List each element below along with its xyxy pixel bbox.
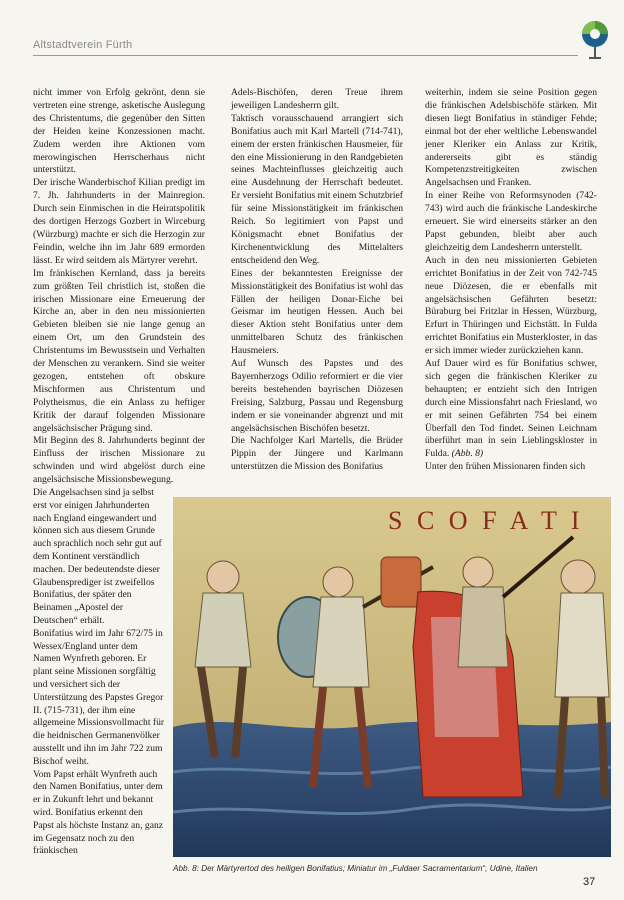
paragraph-text: Auf Dauer wird es für Bonifatius schwer, sich gegen die fränkischen Kleriker zu behaupten; er entzieht sich den Intrigen durch eine Missionsfahrt nach Friesland, wo er mit seinen Gefährten 754 bei einem Überfall den Tod findet. Seinen Leichnam überführt man in sein Lieblingskloster in Fulda. (425, 358, 597, 460)
text-column-1 (33, 87, 205, 487)
text-column-3 (425, 87, 597, 474)
page-header (0, 0, 624, 56)
paragraph: Taktisch vorausschauend arrangiert sich Bonifatius auch mit Karl Martell (714-741), einem der ersten fränkischen Hausmeier, für den eine Missionierung in den Randgebieten seines Machteinflusses gleichzeitig auch eine Ausdehnung der Herrschaft bedeutet. Er versieht Bonifatius mit einem Schutzbrief für seine Missionstätigkeit im fränkischen Reich. So legitimiert von Papst und Königsmacht ebnet Bonifatius der Kirchenentwicklung des Mittelalters entscheidend den Weg. (231, 112, 403, 266)
figure-reference: (Abb. 8) (451, 448, 484, 460)
text-column-2 (231, 87, 403, 474)
paragraph: Bonifatius wird im Jahr 672/75 in Wessex/England unter dem Namen Wynfreth geboren. Er plant seine Missionen sorgfältig und versichert sich der Unterstützung des Papstes Gregor II. (715-731), der ihm eine allgemeine Missionsvollmacht für die heidnischen Germanenvölker ausstellt und ihn im Jahr 722 zum Bischof weiht. (33, 627, 165, 767)
paragraph: nicht immer von Erfolg gekrönt, denn sie vertreten eine strenge, asketische Auslegung des Christentums, die gegenüber den Sitten der Heiden keine Konzessionen macht. Zudem werden ihre Aktionen vom merowingischen Herrscherhaus nicht unterstützt. (33, 87, 205, 176)
inscription: S C O F A T I (388, 506, 584, 535)
paragraph: Eines der bekanntesten Ereignisse der Missionstätigkeit des Bonifatius ist wohl das Fällen der heiligen Donar-Eiche bei Geismar im heutigen Hessen. Auch bei dieser Aktion steht Bonifatius unter dem unmittelbaren Schutz des fränkischen Hausmeiers. (231, 267, 403, 357)
gospel-book (381, 557, 421, 607)
paragraph (425, 358, 597, 461)
paragraph: Die Nachfolger Karl Martells, die Brüder Pippin der Jüngere und Karlmann unterstützen die Mission des Bonifatius (231, 435, 403, 473)
paragraph: Der irische Wanderbischof Kilian predigt im 7. Jh. Jahrhunderts in der Mainregion. Durch sein Einmischen in die Heiratspolitik des dortigen Herzogs Gozbert in Wirceburg (Würzburg) machte er sich die Herzogin zur Feindin, welche ihn im Jahr 689 ermorden lässt. Er wird seitdem als Märtyrer verehrt. (33, 177, 205, 266)
paragraph: Unter den frühen Missionaren finden sich (425, 461, 586, 473)
paragraph: Auf Wunsch des Papstes und des Bayernherzogs Odilio reformiert er die vier bereits bestehenden bayrischen Diözesen Freising, Salzburg, Passau und Regensburg indem er sie voneinander abgrenzt und mit angelsächsischen Bischöfen besetzt. (231, 358, 403, 434)
paragraph: Auch in den neu missionierten Gebieten errichtet Bonifatius in der Zeit von 742-745 neue Diözesen, die er ebenfalls mit angelsächsischen Gefährten besetzt: Büraburg bei Fritzlar in Hessen, Würzburg, Erfurt in Thüringen und Eichstätt. In Fulda errichtet Bonifatius ein Musterkloster, in das er sich immer wieder zurückziehen kann. (425, 254, 597, 357)
paragraph: Mit Beginn des 8. Jahrhunderts beginnt der Einfluss der irischen Missionare zu schwinden und wird abgelöst durch eine angelsächsische Missionsbewegung. (33, 435, 205, 486)
paragraph: In einer Reihe von Reformsynoden (742-743) wird auch die fränkische Landeskirche erneuert. Sie wird einerseits stärker an den Papst gebunden, bleibt aber auch gleichzeitig dem Landesherrn unterstellt. (425, 190, 597, 253)
miniature-illustration (173, 497, 611, 857)
header-title: Altstadtverein Fürth (33, 39, 133, 51)
paragraph: Die Angelsachsen sind ja selbst erst vor einigen Jahrhunderten nach England eingewandert und können sich aus diesem Grunde auch sprachlich noch sehr gut auf dem Kontinent verständlich machen. Der bedeutendste dieser Glaubensprediger ist zweifellos Bonifatius, der später den Beinamen „Apostel der Deutschen“ erhält. (33, 487, 162, 626)
figure-caption: Abb. 8: Der Märtyrertod des heiligen Bonifatius; Miniatur im „Fuldaer Sacramentarium“, Udine, Italien (173, 864, 538, 873)
text-column-1-lower (33, 487, 165, 858)
page-number: 37 (583, 876, 596, 888)
paragraph: Vom Papst erhält Wynfreth auch den Namen Bonifatius, unter dem er in Zukunft lehrt und bekannt wird. Bonifatius erkennt den Papst als höchste Instanz an, ganz im Gegensatz noch zu den fränkischen (33, 768, 164, 857)
martyrdom-miniature (173, 497, 611, 857)
paragraph: Adels-Bischöfen, deren Treue ihrem jeweiligen Landesherrn gilt. (231, 87, 403, 111)
logo-icon (577, 18, 613, 66)
paragraph: weiterhin, indem sie seine Position gegen die fränkischen Adelsbischöfe stärken. Mit diesen liegt Bonifatius in ständiger Fehde; einmal bot der eher weltliche Lebenswandel jener Kleriker ein Anlass zur Kritik, andererseits gibt es ständig Kompetenzstreitigkeiten zwischen Angelsachsen und Franken. (425, 87, 597, 189)
header-rule (33, 55, 578, 56)
paragraph: Im fränkischen Kernland, dass ja bereits zum größten Teil christlich ist, stoßen die irischen Missionare eine Erneuerung der Kirche an, aber in den neu missionierten Gebieten bleiben sie nie lange genug an einem Ort, um den Grundstein des Christentums im Bewusstsein und Verhalten der Menschen zu verankern. Sind sie weiter gezogen, entstehen oft obskure Mischformen aus Christentum und Polytheismus, die ein Anlass zu heftiger Kritik der darauf folgenden Missionare angelsächsischer Prägung sind. (33, 267, 205, 434)
